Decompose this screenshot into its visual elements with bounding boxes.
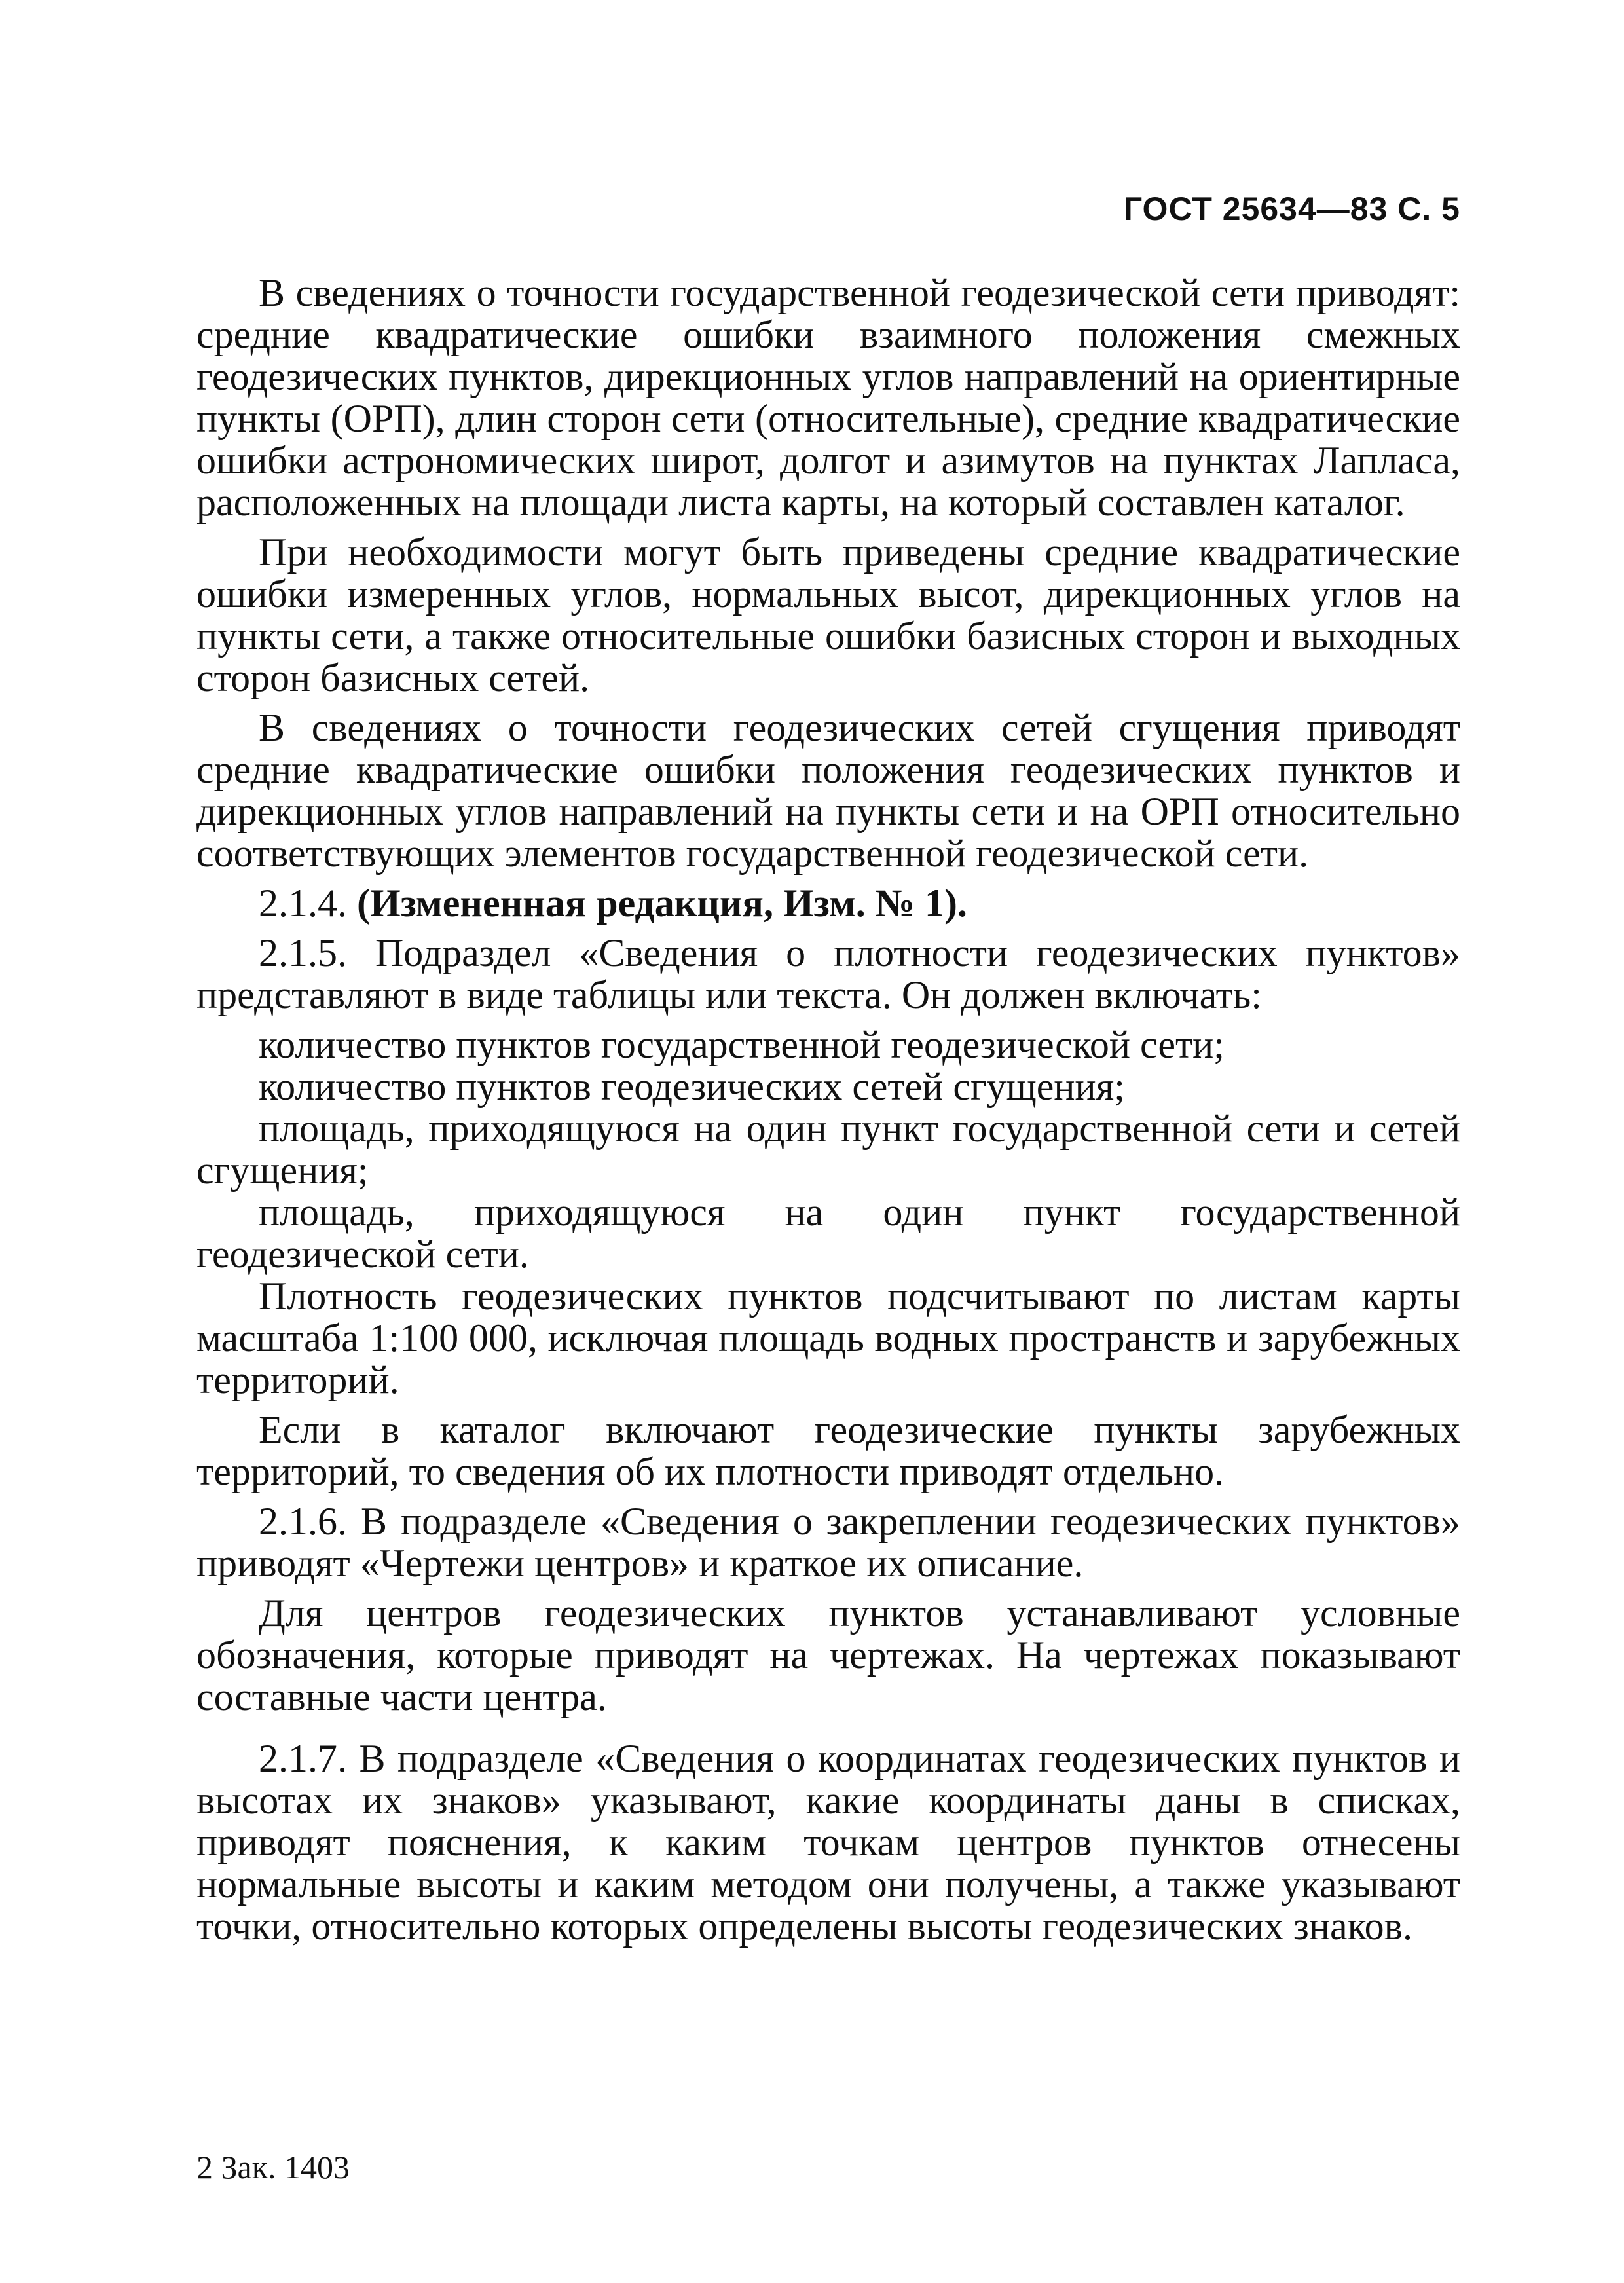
paragraph-optional-errors: При необходимости могут быть приведены средние квадратические ошибки измеренных углов, нормальных высот, дирекционных углов на пункты сети, а также относительные ошибки базисных сторон и выходных сторон базисных сетей. [196, 530, 1460, 699]
section-2-1-5-intro: 2.1.5. Подраздел «Сведения о плотности геодезических пунктов» представляют в виде таблицы или текста. Он должен включать: [196, 931, 1460, 1016]
list-item: количество пунктов государственной геодезической сети; [259, 1023, 1225, 1066]
list-item: количество пунктов геодезических сетей сгущения; [259, 1065, 1125, 1108]
section-number: 2.1.4. [259, 882, 347, 925]
paragraph-foreign-territories: Если в каталог включают геодезические пункты зарубежных территорий, то сведения об их плотности приводят отдельно. [196, 1408, 1460, 1493]
document-page [196, 190, 1460, 2187]
paragraph-center-symbols: Для центров геодезических пунктов устанавливают условные обозначения, которые приводят на чертежах. На чертежах показывают составные части центра. [196, 1591, 1460, 1718]
section-amendment-note: (Измененная редакция, Изм. № 1). [357, 882, 968, 925]
spacer [196, 1726, 1460, 1737]
paragraph-accuracy-state-network: В сведениях о точности государственной геодезической сети приводят: средние квадратические ошибки взаимного положения смежных геодезических пунктов, дирекционных углов направлений на ориентирные пункты (ОРП), длин сторон сети (относительные), средние квадратические ошибки астрономических широт, долгот и азимутов на пунктах Лапласа, расположенных на площади листа карты, на который составлен каталог. [196, 271, 1460, 524]
document-body [196, 272, 1460, 1955]
footer-order-number: 2 Зак. 1403 [196, 2149, 350, 2185]
section-2-1-4 [196, 882, 1460, 924]
list-item: площадь, приходящуюся на один пункт государственной геодезической сети. [196, 1191, 1460, 1276]
section-2-1-7: 2.1.7. В подразделе «Сведения о координатах геодезических пунктов и высотах их знаков» указывают, какие координаты даны в списках, приводят пояснения, к каким точкам центров пунктов отнесены нормальные высоты и каким методом они получены, а также указывают точки, относительно которых определены высоты геодезических знаков. [196, 1737, 1460, 1948]
density-list [196, 1024, 1460, 1275]
running-header: ГОСТ 25634—83 С. 5 [1123, 191, 1460, 227]
paragraph-accuracy-densification: В сведениях о точности геодезических сетей сгущения приводят средние квадратические ошибки положения геодезических пунктов и дирекционных углов направлений на пункты сети и на ОРП относительно соответствующих элементов государственной геодезической сети. [196, 706, 1460, 875]
list-item: площадь, приходящуюся на один пункт государственной сети и сетей сгущения; [196, 1107, 1460, 1192]
section-2-1-6: 2.1.6. В подразделе «Сведения о закреплении геодезических пунктов» приводят «Чертежи центров» и краткое их описание. [196, 1500, 1460, 1585]
paragraph-density-calculation: Плотность геодезических пунктов подсчитывают по листам карты масштаба 1:100 000, исключая площадь водных пространств и зарубежных территорий. [196, 1274, 1460, 1401]
